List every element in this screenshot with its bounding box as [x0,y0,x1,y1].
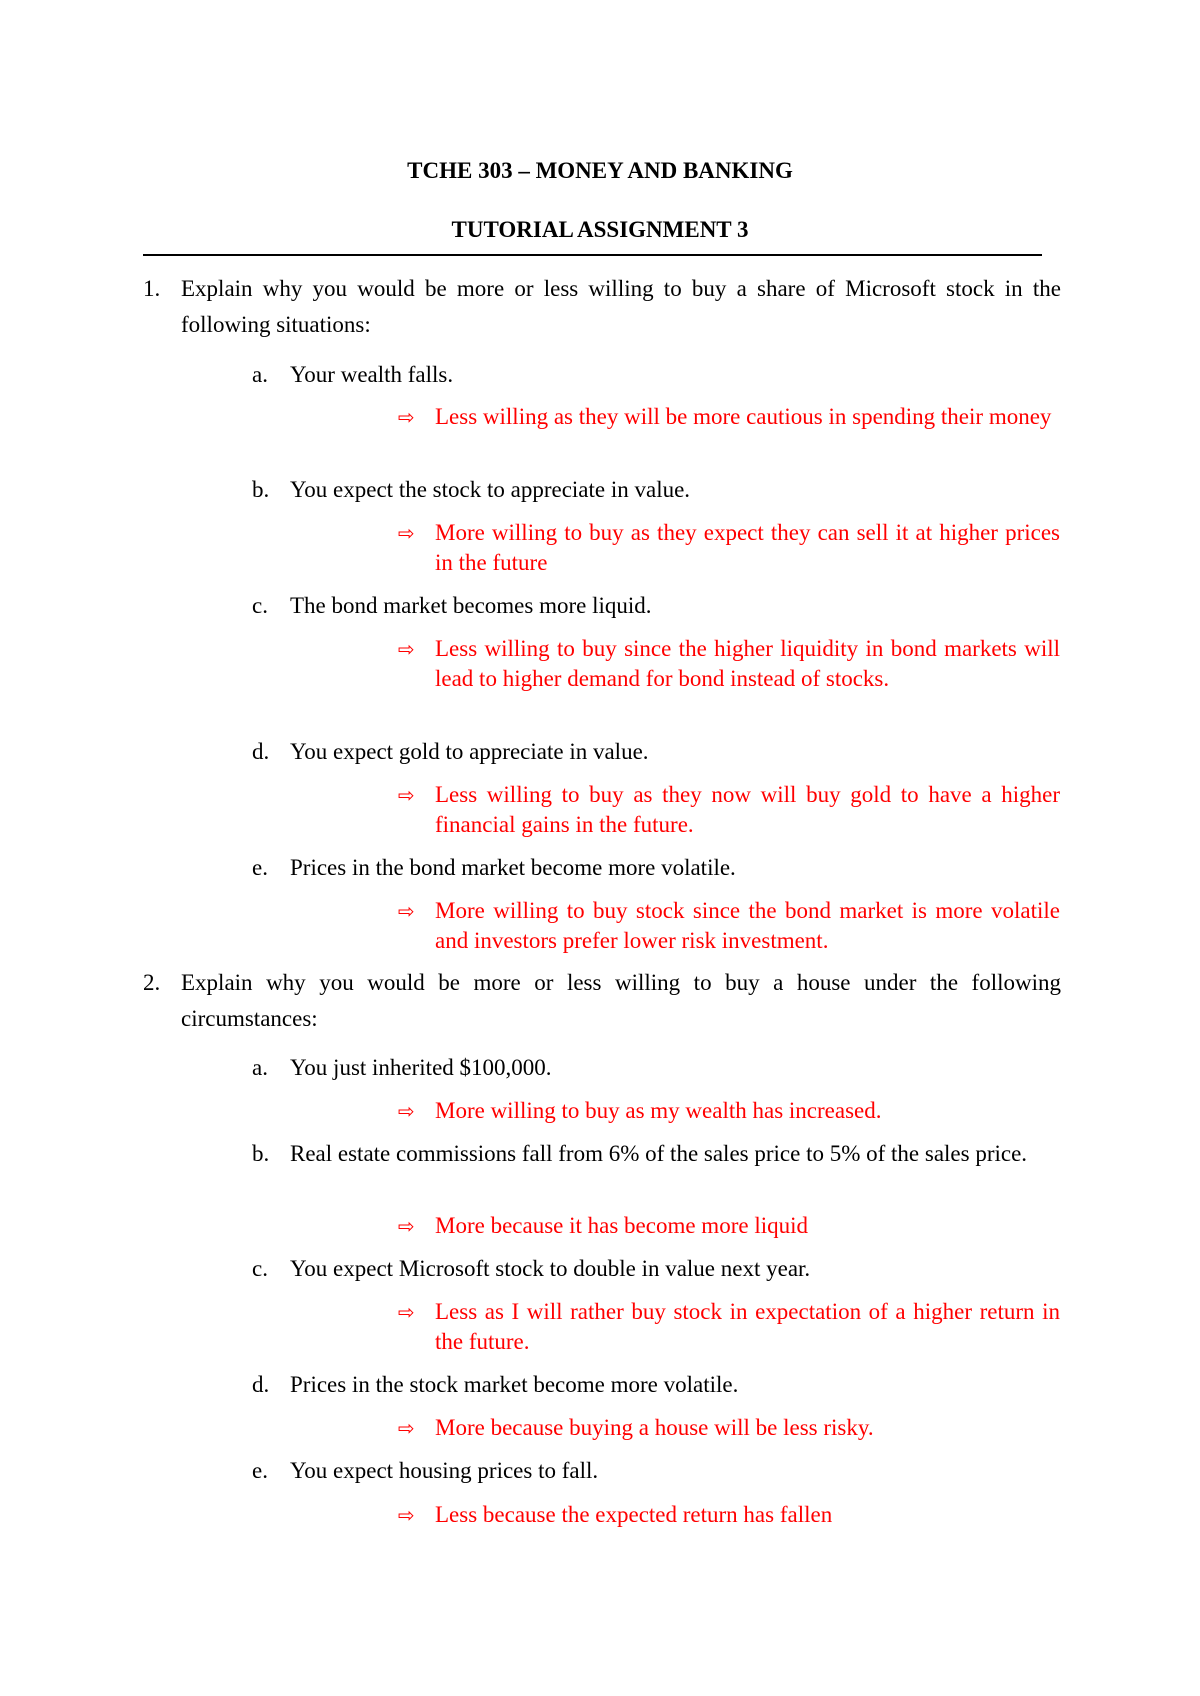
answer-text: Less as I will rather buy stock in expectation of a higher return in the future. [435,1299,1060,1354]
item-text: The bond market becomes more liquid. [290,593,652,618]
answer-text: More willing to buy stock since the bond market is more volatile and investors prefer lower risk investment. [435,898,1060,953]
question-number: 1. [143,276,161,301]
right-arrow-icon: ⇨ [398,1503,415,1527]
right-arrow-icon: ⇨ [398,1300,415,1324]
item-text: You expect the stock to appreciate in value. [290,477,691,502]
right-arrow-icon: ⇨ [398,637,415,661]
item-letter: a. [252,362,268,387]
answer-text: More willing to buy as they expect they can sell it at higher prices in the future [435,520,1060,575]
right-arrow-icon: ⇨ [398,899,415,923]
course-title: TCHE 303 – MONEY AND BANKING [407,158,793,183]
question-text: Explain why you would be more or less willing to buy a house under the following circumstances: [181,970,1061,1031]
right-arrow-icon: ⇨ [398,783,415,807]
answer-text: More because buying a house will be less risky. [435,1415,874,1440]
item-letter: b. [252,1141,270,1166]
question-number: 2. [143,970,161,995]
item-text: Your wealth falls. [290,362,454,387]
question-text: Explain why you would be more or less willing to buy a share of Microsoft stock in the following situations: [181,276,1061,337]
answer-text: Less willing as they will be more cautious in spending their money [435,404,1052,429]
item-letter: d. [252,1372,270,1397]
item-text: Prices in the stock market become more volatile. [290,1372,739,1397]
item-letter: a. [252,1055,268,1080]
right-arrow-icon: ⇨ [398,521,415,545]
right-arrow-icon: ⇨ [398,1214,415,1238]
item-letter: e. [252,855,268,880]
answer-text: Less willing to buy as they now will buy gold to have a higher financial gains in the future. [435,782,1060,837]
item-text: Prices in the bond market become more volatile. [290,855,736,880]
right-arrow-icon: ⇨ [398,1099,415,1123]
header-divider [143,254,1042,256]
item-letter: d. [252,739,270,764]
answer-text: More willing to buy as my wealth has increased. [435,1098,882,1123]
item-letter: c. [252,1256,268,1281]
item-letter: e. [252,1458,268,1483]
item-text: You expect Microsoft stock to double in value next year. [290,1256,811,1281]
item-text: You expect housing prices to fall. [290,1458,599,1483]
answer-text: Less willing to buy since the higher liquidity in bond markets will lead to higher demand for bond instead of stocks. [435,636,1060,691]
item-letter: b. [252,477,270,502]
right-arrow-icon: ⇨ [398,1416,415,1440]
answer-text: More because it has become more liquid [435,1213,808,1238]
item-text: You just inherited $100,000. [290,1055,552,1080]
item-text: You expect gold to appreciate in value. [290,739,649,764]
right-arrow-icon: ⇨ [398,405,415,429]
item-text: Real estate commissions fall from 6% of the sales price to 5% of the sales price. [290,1141,1028,1166]
item-letter: c. [252,593,268,618]
assignment-title: TUTORIAL ASSIGNMENT 3 [451,217,749,242]
answer-text: Less because the expected return has fallen [435,1502,833,1527]
